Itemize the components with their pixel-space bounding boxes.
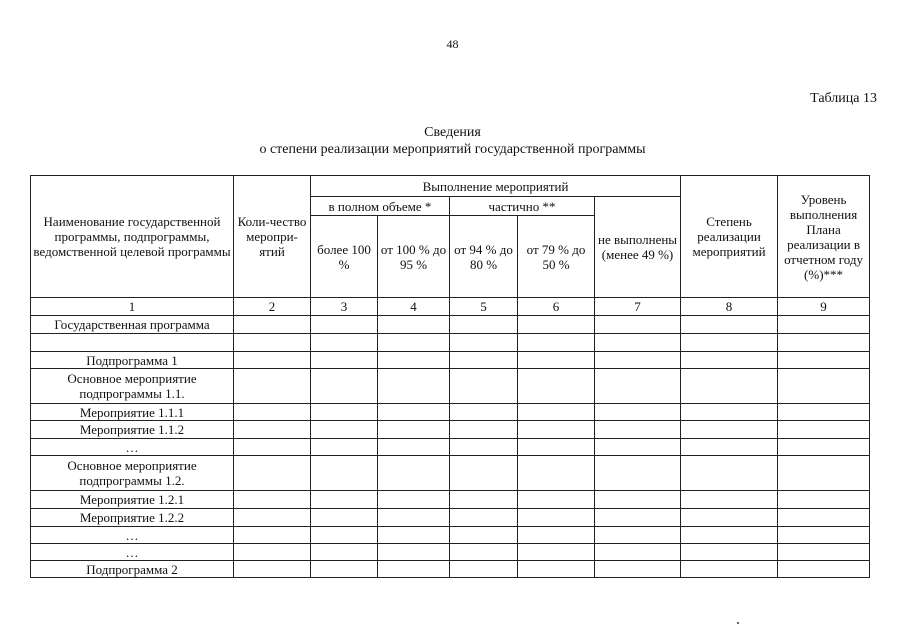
title-line-2: о степени реализации мероприятий государственной программы xyxy=(259,142,646,157)
header-level: Уровень выполнения Плана реализации в отчетном году (%)*** xyxy=(778,176,870,298)
header-degree: Степень реализации мероприятий xyxy=(681,176,778,298)
header-partial: частично ** xyxy=(450,197,595,216)
row-label: Основное мероприятие подпрограммы 1.2. xyxy=(31,456,234,491)
row-label xyxy=(31,334,234,352)
column-number: 4 xyxy=(378,298,450,316)
row-label: Подпрограмма 1 xyxy=(31,352,234,369)
table-row xyxy=(31,509,870,527)
header-94-80: от 94 % до 80 % xyxy=(450,216,518,298)
column-number: 7 xyxy=(595,298,681,316)
column-number-row xyxy=(31,298,870,316)
header-full: в полном объеме * xyxy=(311,197,450,216)
table-row xyxy=(31,352,870,369)
table-row xyxy=(31,369,870,404)
column-number: 3 xyxy=(311,298,378,316)
column-number: 1 xyxy=(31,298,234,316)
title-line-1: Сведения xyxy=(424,125,481,140)
row-label: Государственная программа xyxy=(31,316,234,334)
header-not-done: не выполнены (менее 49 %) xyxy=(595,197,681,298)
table-label: Таблица 13 xyxy=(810,91,877,106)
row-label: Мероприятие 1.2.2 xyxy=(31,509,234,527)
header-execution: Выполнение мероприятий xyxy=(311,176,681,197)
scan-speck xyxy=(737,622,739,624)
column-number: 9 xyxy=(778,298,870,316)
document-title xyxy=(0,124,905,158)
report-table xyxy=(30,175,870,578)
table-row xyxy=(31,544,870,561)
table-row xyxy=(31,334,870,352)
table-row xyxy=(31,421,870,439)
header-name: Наименование государственной программы, подпрограммы, ведомственной целевой программы xyxy=(31,176,234,298)
row-label: … xyxy=(31,527,234,544)
table-row xyxy=(31,456,870,491)
header-count: Коли-чество меропри-ятий xyxy=(234,176,311,298)
header-more-100: более 100 % xyxy=(311,216,378,298)
table-row xyxy=(31,527,870,544)
row-label: Мероприятие 1.1.2 xyxy=(31,421,234,439)
page-number: 48 xyxy=(446,37,459,51)
row-label: … xyxy=(31,544,234,561)
table-row xyxy=(31,439,870,456)
table-row xyxy=(31,404,870,421)
row-label: Подпрограмма 2 xyxy=(31,561,234,578)
column-number: 5 xyxy=(450,298,518,316)
row-label: … xyxy=(31,439,234,456)
table-row xyxy=(31,316,870,334)
header-79-50: от 79 % до 50 % xyxy=(518,216,595,298)
column-number: 2 xyxy=(234,298,311,316)
header-row-1 xyxy=(31,176,870,197)
column-number: 6 xyxy=(518,298,595,316)
row-label: Мероприятие 1.1.1 xyxy=(31,404,234,421)
header-100-95: от 100 % до 95 % xyxy=(378,216,450,298)
table-row xyxy=(31,561,870,578)
column-number: 8 xyxy=(681,298,778,316)
row-label: Мероприятие 1.2.1 xyxy=(31,491,234,509)
report-table-wrapper xyxy=(30,175,869,578)
table-row xyxy=(31,491,870,509)
row-label: Основное мероприятие подпрограммы 1.1. xyxy=(31,369,234,404)
